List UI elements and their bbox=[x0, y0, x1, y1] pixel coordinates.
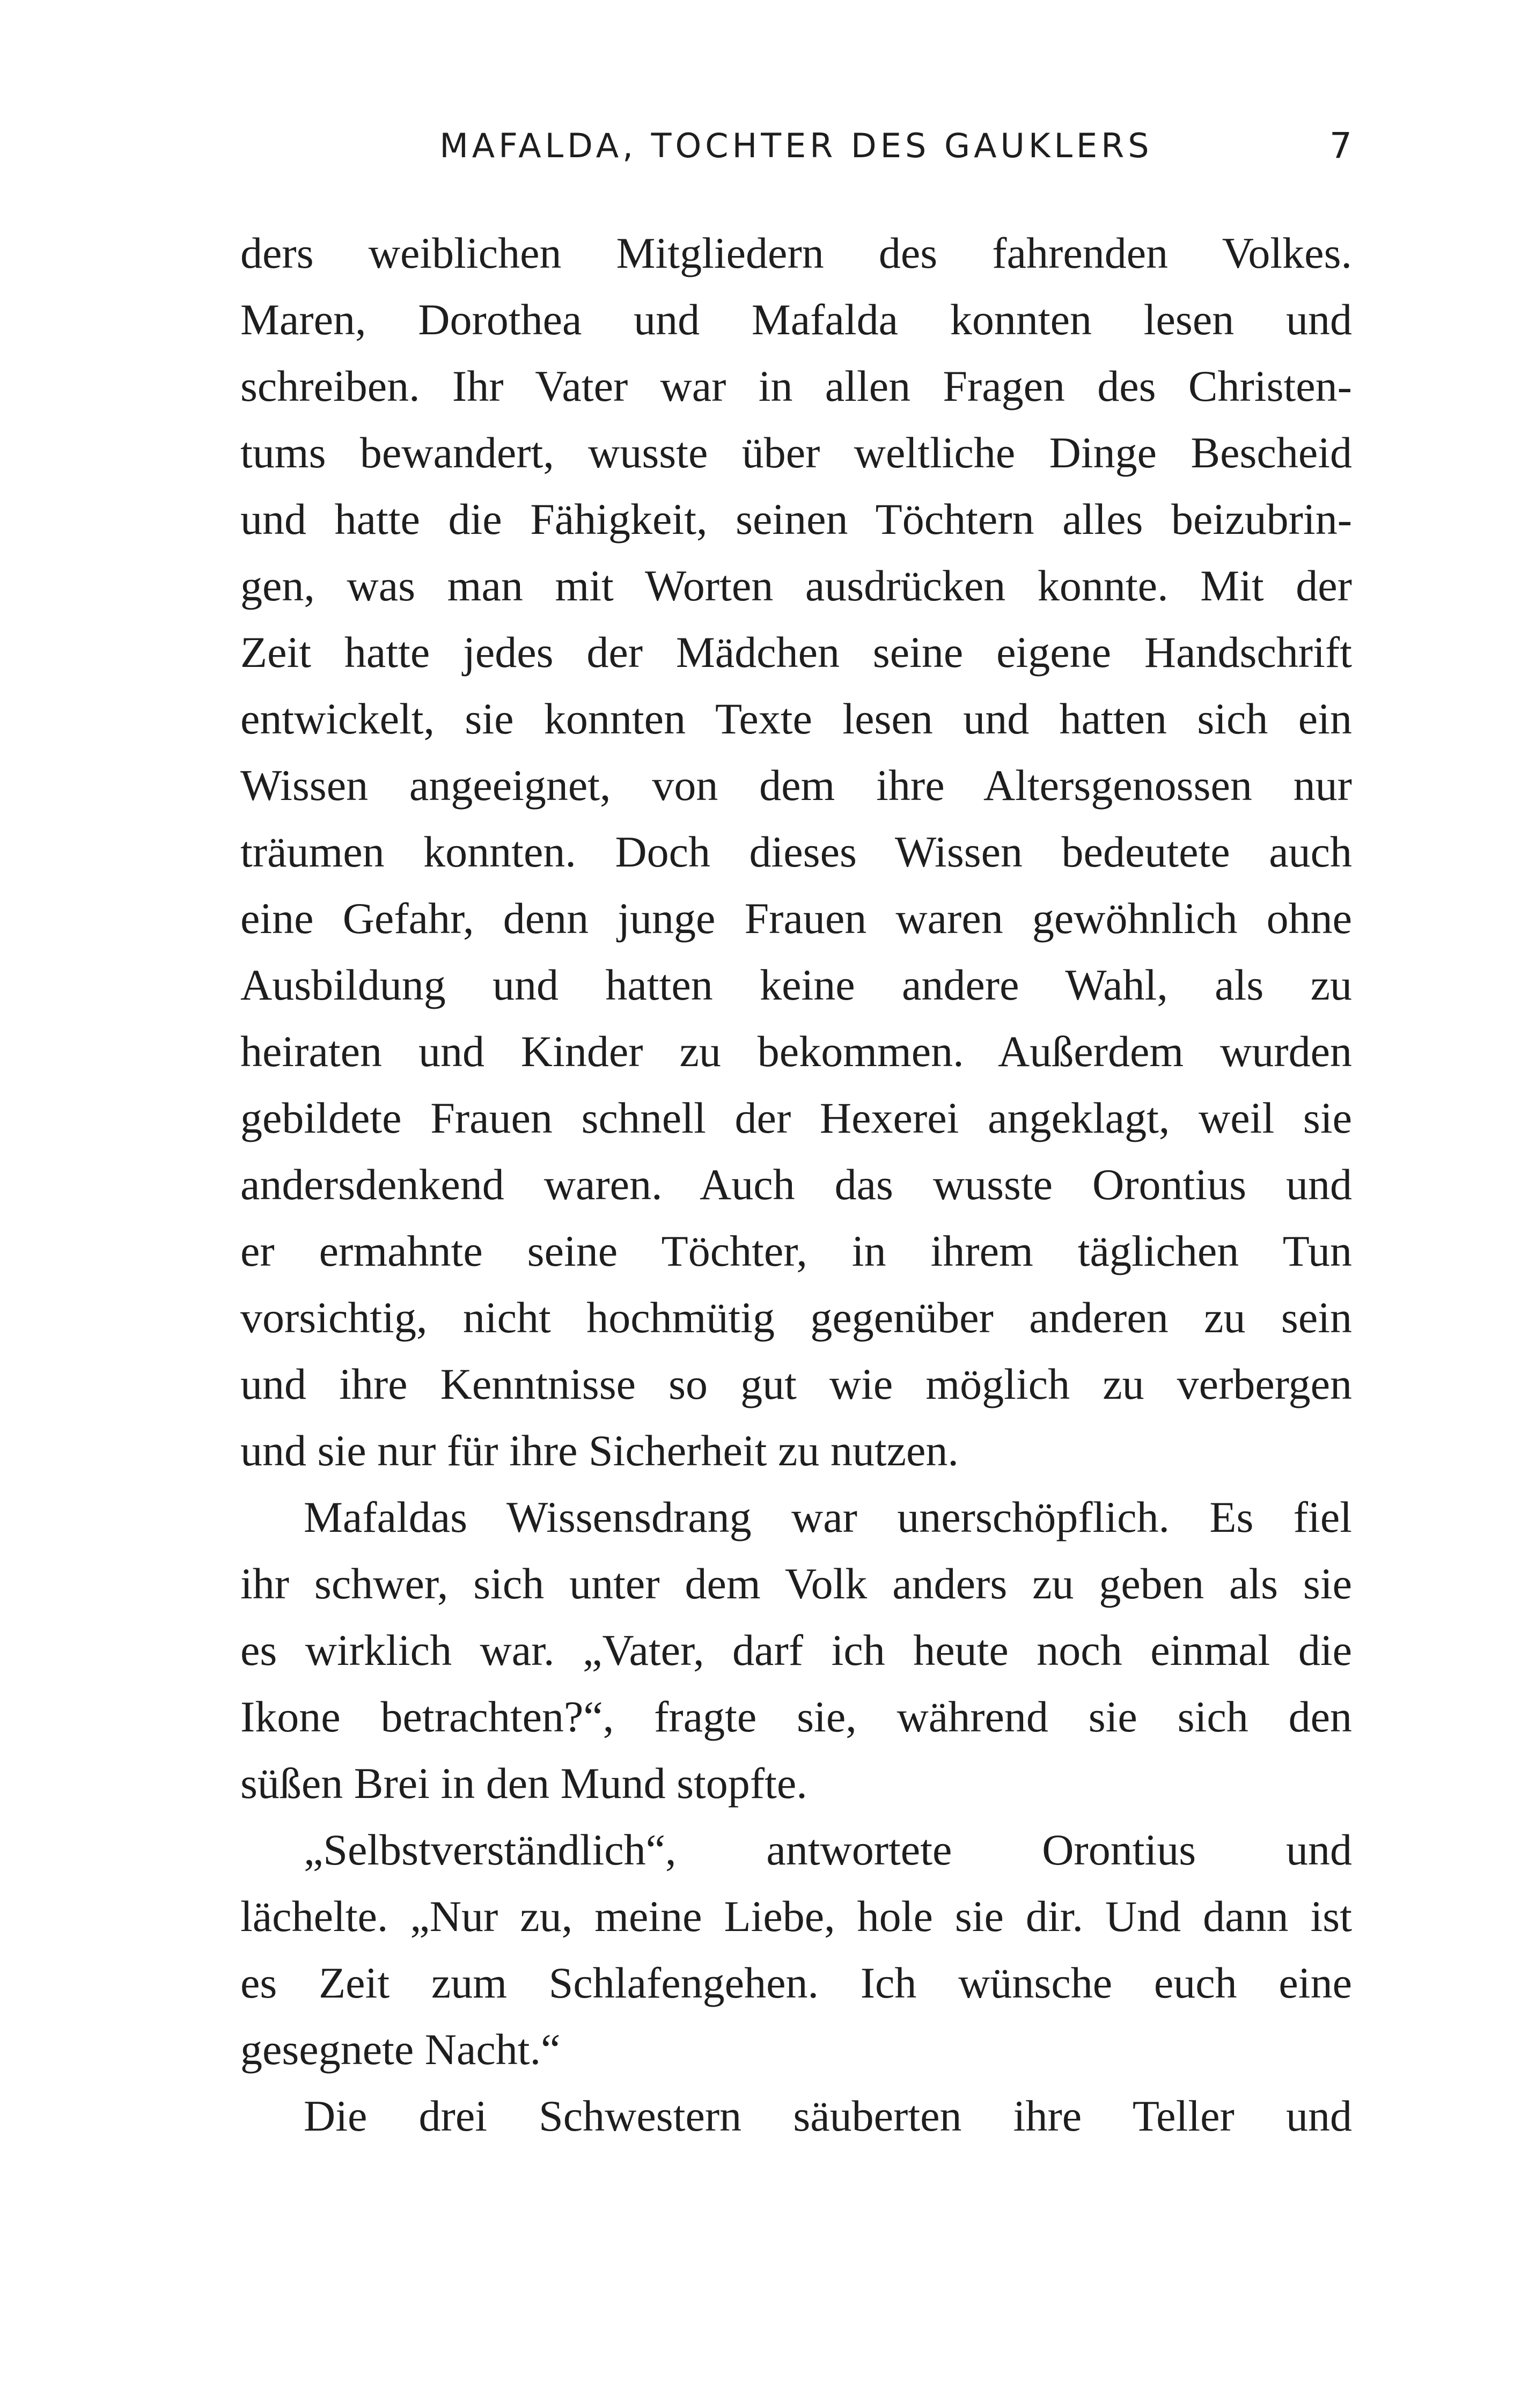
text-line: Ausbildung und hatten keine andere Wahl, als zu bbox=[240, 960, 1352, 1009]
text-line: Die drei Schwestern säuberten ihre Teller und bbox=[304, 2091, 1352, 2140]
text-line: es wirklich war. „Vater, darf ich heute noch einmal die bbox=[240, 1626, 1352, 1675]
paragraph bbox=[240, 1817, 1352, 2083]
text-line: heiraten und Kinder zu bekommen. Außerdem wurden bbox=[240, 1027, 1352, 1076]
text-line: und hatte die Fähigkeit, seinen Töchtern alles beizubrin- bbox=[240, 495, 1352, 544]
paragraph bbox=[240, 1484, 1352, 1817]
book-title-header: MAFALDA, TOCHTER DES GAUKLERS bbox=[439, 126, 1153, 165]
text-line: Maren, Dorothea und Mafalda konnten lesen und bbox=[240, 295, 1352, 344]
paragraph bbox=[240, 2083, 1352, 2149]
text-line: Zeit hatte jedes der Mädchen seine eigene Handschrift bbox=[240, 628, 1352, 677]
running-header bbox=[240, 119, 1352, 173]
text-line: gebildete Frauen schnell der Hexerei angeklagt, weil sie bbox=[240, 1093, 1352, 1142]
text-line: und ihre Kenntnisse so gut wie möglich zu verbergen bbox=[240, 1360, 1352, 1408]
text-line: schreiben. Ihr Vater war in allen Fragen des Christen- bbox=[240, 362, 1352, 410]
text-line: süßen Brei in den Mund stopfte. bbox=[240, 1759, 807, 1808]
text-line: und sie nur für ihre Sicherheit zu nutzen. bbox=[240, 1426, 959, 1475]
text-line: andersdenkend waren. Auch das wusste Orontius und bbox=[240, 1160, 1352, 1209]
page-number: 7 bbox=[1329, 125, 1352, 166]
text-line: eine Gefahr, denn junge Frauen waren gewöhnlich ohne bbox=[240, 894, 1352, 943]
text-line: „Selbstverständlich“, antwortete Orontius und bbox=[304, 1825, 1352, 1874]
text-line: ders weiblichen Mitgliedern des fahrenden Volkes. bbox=[240, 229, 1352, 277]
text-line: Mafaldas Wissensdrang war unerschöpflich. Es fiel bbox=[304, 1493, 1352, 1541]
text-line: vorsichtig, nicht hochmütig gegenüber anderen zu sein bbox=[240, 1293, 1352, 1342]
text-line: gesegnete Nacht.“ bbox=[240, 2025, 561, 2074]
text-line: lächelte. „Nur zu, meine Liebe, hole sie dir. Und dann ist bbox=[240, 1892, 1352, 1941]
text-line: Ikone betrachten?“, fragte sie, während sie sich den bbox=[240, 1692, 1352, 1741]
text-line: träumen konnten. Doch dieses Wissen bedeutete auch bbox=[240, 827, 1352, 876]
text-line: gen, was man mit Worten ausdrücken konnte. Mit der bbox=[240, 561, 1352, 610]
paragraph bbox=[240, 220, 1352, 1484]
text-line: es Zeit zum Schlafengehen. Ich wünsche euch eine bbox=[240, 1958, 1352, 2007]
body-text bbox=[240, 220, 1352, 2149]
text-line: Wissen angeeignet, von dem ihre Altersgenossen nur bbox=[240, 761, 1352, 810]
text-line: tums bewandert, wusste über weltliche Dinge Bescheid bbox=[240, 428, 1352, 477]
text-line: ihr schwer, sich unter dem Volk anders zu geben als sie bbox=[240, 1559, 1352, 1608]
text-line: entwickelt, sie konnten Texte lesen und hatten sich ein bbox=[240, 694, 1352, 743]
text-line: er ermahnte seine Töchter, in ihrem täglichen Tun bbox=[240, 1227, 1352, 1275]
